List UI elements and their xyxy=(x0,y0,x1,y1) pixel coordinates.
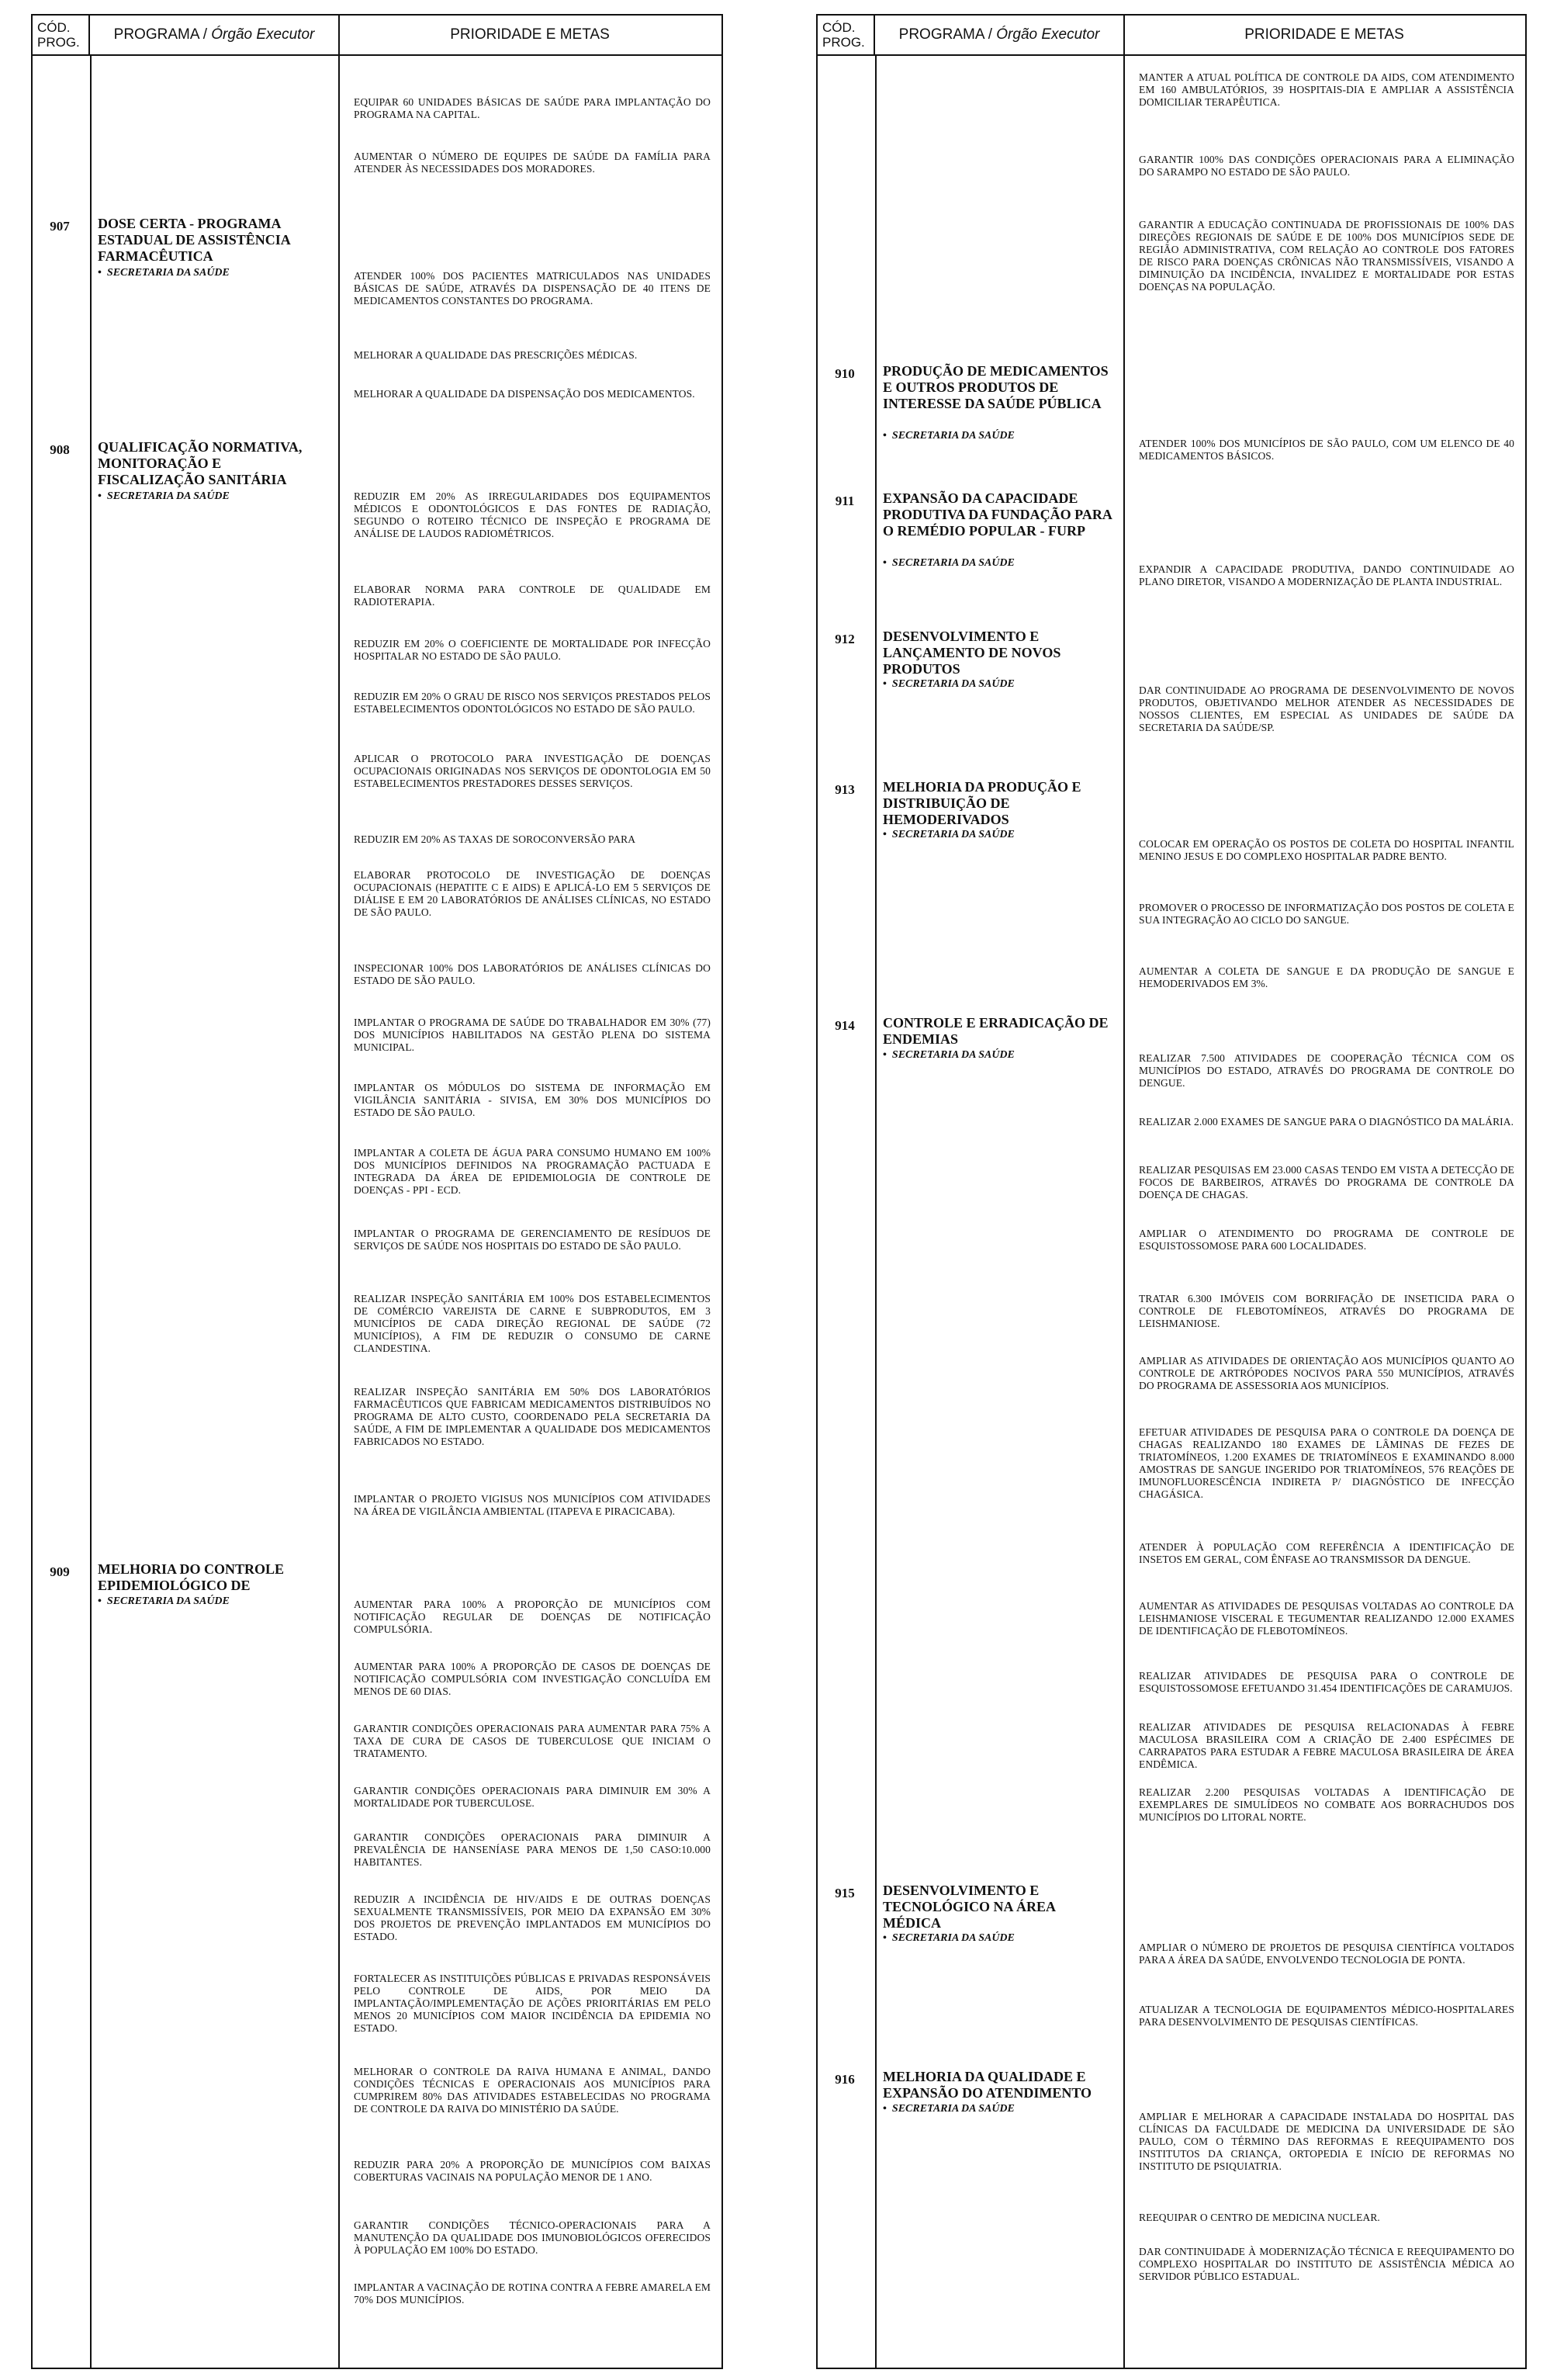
program-name: CONTROLE E ERRADICAÇÃO DE ENDEMIAS xyxy=(883,1015,1109,1047)
goal-text: IMPLANTAR O PROGRAMA DE SAÚDE DO TRABALHADOR EM 30% (77) DOS MUNICÍPIOS HABILITADOS NA GESTÃO PLENA DO SISTEMA MUNICIPAL. xyxy=(354,1017,711,1053)
goal-text: IMPLANTAR O PROJETO VIGISUS NOS MUNICÍPIOS COM ATIVIDADES NA ÁREA DE VIGILÂNCIA AMBIENTAL (ITAPEVA E PIRACICABA). xyxy=(354,1493,711,1517)
goal-text: GARANTIR A EDUCAÇÃO CONTINUADA DE PROFISSIONAIS DE 100% DAS DIREÇÕES REGIONAIS DE SAÚDE E DE 100% DOS MUNICÍPIOS SEDE DE REGIÃO ADMINISTRATIVA, COM RELAÇÃO AO CONTROLE DOS FATORES DE RISCO PARA DOENÇAS CRÔNICAS NÃO TRANSMISSÍVEIS, VISANDO A DIMINUIÇÃO DA INCIDÊNCIA, INVALIDEZ E MORTALIDADE POR ESTAS DOENÇAS NA POPULAÇÃO. xyxy=(1139,219,1514,293)
program-org: • SECRETARIA DA SAÚDE xyxy=(98,267,230,279)
program-name: MELHORIA DO CONTROLE EPIDEMIOLÓGICO DE xyxy=(98,1561,285,1593)
goal-text: AMPLIAR O ATENDIMENTO DO PROGRAMA DE CONTROLE DE ESQUISTOSSOMOSE PARA 600 LOCALIDADES. xyxy=(1139,1228,1514,1252)
goal-text: ATENDER À POPULAÇÃO COM REFERÊNCIA A IDENTIFICAÇÃO DE INSETOS EM GERAL, COM ÊNFASE AO TRANSMISSOR DA DENGUE. xyxy=(1139,1541,1514,1565)
program-code: 910 xyxy=(835,366,855,381)
goal-text: PROMOVER O PROCESSO DE INFORMATIZAÇÃO DOS POSTOS DE COLETA E SUA INTEGRAÇÃO AO CICLO DO SANGUE. xyxy=(1139,902,1514,926)
program-code: 916 xyxy=(835,2072,855,2087)
goal-text: EQUIPAR 60 UNIDADES BÁSICAS DE SAÚDE PARA IMPLANTAÇÃO DO PROGRAMA NA CAPITAL. xyxy=(354,96,711,120)
goal-text: GARANTIR CONDIÇÕES OPERACIONAIS PARA DIMINUIR EM 30% A MORTALIDADE POR TUBERCULOSE. xyxy=(354,1785,711,1809)
goal-text: DAR CONTINUIDADE AO PROGRAMA DE DESENVOLVIMENTO DE NOVOS PRODUTOS, OBJETIVANDO MELHOR ATENDER AS NECESSIDADES DE NOSSOS CLIENTES, EM ESPECIAL AS UNIDADES DE SAÚDE DA SECRETARIA DA SAÚDE/SP. xyxy=(1139,684,1514,733)
program-code: 913 xyxy=(835,782,855,797)
program-name: DOSE CERTA - PROGRAMA ESTADUAL DE ASSISTÊNCIA FARMACÊUTICA xyxy=(98,216,290,264)
program-org: • SECRETARIA DA SAÚDE xyxy=(98,1595,230,1607)
goal-text: REALIZAR 2.000 EXAMES DE SANGUE PARA O DIAGNÓSTICO DA MALÁRIA. xyxy=(1139,1116,1514,1128)
program-name: EXPANSÃO DA CAPACIDADE PRODUTIVA DA FUNDAÇÃO PARA O REMÉDIO POPULAR - FURP xyxy=(883,490,1112,539)
column-divider xyxy=(338,54,340,2368)
goal-text: IMPLANTAR OS MÓDULOS DO SISTEMA DE INFORMAÇÃO EM VIGILÂNCIA SANITÁRIA - SIVISA, EM 30% DOS MUNICÍPIOS DO ESTADO DE SÃO PAULO. xyxy=(354,1082,711,1118)
goal-text: APLICAR O PROTOCOLO PARA INVESTIGAÇÃO DE DOENÇAS OCUPACIONAIS ORIGINADAS NOS SERVIÇOS DE ODONTOLOGIA EM 50 ESTABELECIMENTOS PRESTADORES DESSES SERVIÇOS. xyxy=(354,753,711,789)
right-table xyxy=(816,14,1527,2369)
column-divider xyxy=(875,54,877,2368)
column-divider xyxy=(1123,54,1125,2368)
goal-text: REDUZIR EM 20% O GRAU DE RISCO NOS SERVIÇOS PRESTADOS PELOS ESTABELECIMENTOS ODONTOLÓGICOS NO ESTADO DE SÃO PAULO. xyxy=(354,691,711,715)
program-name: QUALIFICAÇÃO NORMATIVA, MONITORAÇÃO E FISCALIZAÇÃO SANITÁRIA xyxy=(98,439,303,487)
goal-text: GARANTIR CONDIÇÕES OPERACIONAIS PARA AUMENTAR PARA 75% A TAXA DE CURA DE CASOS DE TUBERCULOSE QUE INICIAM O TRATAMENTO. xyxy=(354,1723,711,1759)
goal-text: REALIZAR ATIVIDADES DE PESQUISA RELACIONADAS À FEBRE MACULOSA BRASILEIRA COM A CRIAÇÃO DE 2.400 ESPÉCIMES DE CARRAPATOS PARA ESTUDAR A FEBRE MACULOSA BRASILEIRA DE ÁREA ENDÊMICA. xyxy=(1139,1721,1514,1770)
program-code: 907 xyxy=(50,219,70,234)
goal-text: AUMENTAR O NÚMERO DE EQUIPES DE SAÚDE DA FAMÍLIA PARA ATENDER ÀS NECESSIDADES DOS MORADORES. xyxy=(354,151,711,175)
goal-text: ELABORAR NORMA PARA CONTROLE DE QUALIDADE EM RADIOTERAPIA. xyxy=(354,584,711,608)
goal-text: MANTER A ATUAL POLÍTICA DE CONTROLE DA AIDS, COM ATENDIMENTO EM 160 AMBULATÓRIOS, 39 HOSPITAIS-DIA E AMPLIAR A ASSISTÊNCIA DOMICILIAR TERAPÊUTICA. xyxy=(1139,71,1514,108)
program-org: • SECRETARIA DA SAÚDE xyxy=(883,1049,1015,1061)
goal-text: ATUALIZAR A TECNOLOGIA DE EQUIPAMENTOS MÉDICO-HOSPITALARES PARA DESENVOLVIMENTO DE PESQUISAS CIENTÍFICAS. xyxy=(1139,2004,1514,2028)
goal-text: REDUZIR EM 20% O COEFICIENTE DE MORTALIDADE POR INFECÇÃO HOSPITALAR NO ESTADO DE SÃO PAULO. xyxy=(354,638,711,662)
goal-text: IMPLANTAR A COLETA DE ÁGUA PARA CONSUMO HUMANO EM 100% DOS MUNICÍPIOS DEFINIDOS NA PROGRAMAÇÃO PACTUADA E INTEGRADA DA ÁREA DE EPIDEMIOLOGIA DE CONTROLE DE DOENÇAS - PPI - ECD. xyxy=(354,1147,711,1196)
program-org: • SECRETARIA DA SAÚDE xyxy=(883,1932,1015,1944)
goal-text: INSPECIONAR 100% DOS LABORATÓRIOS DE ANÁLISES CLÍNICAS DO ESTADO DE SÃO PAULO. xyxy=(354,962,711,986)
program-name: PRODUÇÃO DE MEDICAMENTOS E OUTROS PRODUTOS DE INTERESSE DA SAÚDE PÚBLICA xyxy=(883,363,1109,411)
cod-prog-header: CÓD. PROG. xyxy=(818,16,875,54)
goal-text: REALIZAR 7.500 ATIVIDADES DE COOPERAÇÃO TÉCNICA COM OS MUNICÍPIOS DO ESTADO, ATRAVÉS DO PROGRAMA DE CONTROLE DO DENGUE. xyxy=(1139,1052,1514,1089)
program-code: 911 xyxy=(835,494,855,508)
goal-text: DAR CONTINUIDADE À MODERNIZAÇÃO TÉCNICA E REEQUIPAMENTO DO COMPLEXO HOSPITALAR DO INSTITUTO DE ASSISTÊNCIA MÉDICA AO SERVIDOR PÚBLICO ESTADUAL. xyxy=(1139,2246,1514,2282)
programa-header: PROGRAMA / Órgão Executor xyxy=(90,16,340,54)
goal-text: AMPLIAR O NÚMERO DE PROJETOS DE PESQUISA CIENTÍFICA VOLTADOS PARA A ÁREA DA SAÚDE, ENVOLVENDO TECNOLOGIA DE PONTA. xyxy=(1139,1942,1514,1966)
goal-text: EFETUAR ATIVIDADES DE PESQUISA PARA O CONTROLE DA DOENÇA DE CHAGAS REALIZANDO 180 EXAMES DE LÂMINAS DE FEZES DE TRIATOMÍNEOS, 1.200 EXAMES DE TRIATOMÍNEOS E EXAMINANDO 8.000 AMOSTRAS DE SANGUE INGERIDO POR TRIATOMÍNEOS, 576 REAÇÕES DE IMUNOFLUORESCÊNCIA INDIRETA P/ DIAGNÓSTICO DE INFECÇÃO CHAGÁSICA. xyxy=(1139,1426,1514,1500)
program-name: DESENVOLVIMENTO E TECNOLÓGICO NA ÁREA MÉDICA xyxy=(883,1883,1056,1931)
goal-text: GARANTIR 100% DAS CONDIÇÕES OPERACIONAIS PARA A ELIMINAÇÃO DO SARAMPO NO ESTADO DE SÃO PAULO. xyxy=(1139,154,1514,178)
goal-text: REDUZIR EM 20% AS IRREGULARIDADES DOS EQUIPAMENTOS MÉDICOS E ODONTOLÓGICOS E DAS FONTES DE RADIAÇÃO, SEGUNDO O ROTEIRO TÉCNICO DE INSPEÇÃO E PROGRAMA DE ANÁLISE DE LAUDOS RADIOMÉTRICOS. xyxy=(354,490,711,539)
goal-text: REALIZAR INSPEÇÃO SANITÁRIA EM 100% DOS ESTABELECIMENTOS DE COMÉRCIO VAREJISTA DE CARNE E SUBPRODUTOS, EM 3 MUNICÍPIOS DE CADA DIREÇÃO REGIONAL DE SAÚDE (72 MUNICÍPIOS), A FIM DE REDUZIR O CONSUMO DE CARNE CLANDESTINA. xyxy=(354,1293,711,1354)
goal-text: GARANTIR CONDIÇÕES TÉCNICO-OPERACIONAIS PARA A MANUTENÇÃO DA QUALIDADE DOS IMUNOBIOLÓGICOS OFERECIDOS À POPULAÇÃO EM 100% DO ESTADO. xyxy=(354,2219,711,2256)
program-org: • SECRETARIA DA SAÚDE xyxy=(883,829,1015,840)
goal-text: AMPLIAR AS ATIVIDADES DE ORIENTAÇÃO AOS MUNICÍPIOS QUANTO AO CONTROLE DE ARTRÓPODES NOCIVOS PARA 550 MUNICÍPIOS, ATRAVÉS DO PROGRAMA DE ASSESSORIA AOS MUNICÍPIOS. xyxy=(1139,1355,1514,1391)
goal-text: IMPLANTAR O PROGRAMA DE GERENCIAMENTO DE RESÍDUOS DE SERVIÇOS DE SAÚDE NOS HOSPITAIS DO ESTADO DE SÃO PAULO. xyxy=(354,1228,711,1252)
program-code: 912 xyxy=(835,632,855,646)
goal-text: AMPLIAR E MELHORAR A CAPACIDADE INSTALADA DO HOSPITAL DAS CLÍNICAS DA FACULDADE DE MEDICINA DA UNIVERSIDADE DE SÃO PAULO, COM O TÉRMINO DAS REFORMAS E REEQUIPAMENTO DOS INSTITUTOS DA CRIANÇA, ORTOPEDIA E INÍCIO DE REFORMAS NO INSTITUTO DE PSIQUIATRIA. xyxy=(1139,2111,1514,2172)
program-org: • SECRETARIA DA SAÚDE xyxy=(883,557,1015,569)
goal-text: EXPANDIR A CAPACIDADE PRODUTIVA, DANDO CONTINUIDADE AO PLANO DIRETOR, VISANDO A MODERNIZAÇÃO DE PLANTA INDUSTRIAL. xyxy=(1139,563,1514,587)
goal-text: FORTALECER AS INSTITUIÇÕES PÚBLICAS E PRIVADAS RESPONSÁVEIS PELO CONTROLE DE AIDS, POR MEIO DA IMPLANTAÇÃO/IMPLEMENTAÇÃO DE AÇÕES PRIORITÁRIAS EM PELO MENOS 20 MUNICÍPIOS COM MAIOR INCIDÊNCIA DA EPIDEMIA NO ESTADO. xyxy=(354,1973,711,2034)
goal-text: REALIZAR PESQUISAS EM 23.000 CASAS TENDO EM VISTA A DETECÇÃO DE FOCOS DE BARBEIROS, ATRAVÉS DO PROGRAMA DE CONTROLE DA DOENÇA DE CHAGAS. xyxy=(1139,1164,1514,1200)
table-header xyxy=(818,16,1525,56)
goal-text: REDUZIR A INCIDÊNCIA DE HIV/AIDS E DE OUTRAS DOENÇAS SEXUALMENTE TRANSMISSÍVEIS, POR MEIO DA EXPANSÃO EM 30% DOS PROJETOS DE PREVENÇÃO IMPLANTADOS EM MUNICÍPIOS DO ESTADO. xyxy=(354,1893,711,1942)
left-table xyxy=(31,14,723,2369)
goal-text: MELHORAR A QUALIDADE DA DISPENSAÇÃO DOS MEDICAMENTOS. xyxy=(354,388,695,400)
goal-text: ATENDER 100% DOS PACIENTES MATRICULADOS NAS UNIDADES BÁSICAS DE SAÚDE, ATRAVÉS DA DISPENSAÇÃO DE 40 ITENS DE MEDICAMENTOS CONSTANTES DO PROGRAMA. xyxy=(354,270,711,307)
goal-text: REDUZIR PARA 20% A PROPORÇÃO DE MUNICÍPIOS COM BAIXAS COBERTURAS VACINAIS NA POPULAÇÃO MENOR DE 1 ANO. xyxy=(354,2159,711,2183)
prioridade-header: PRIORIDADE E METAS xyxy=(1244,26,1404,43)
goal-text: MELHORAR A QUALIDADE DAS PRESCRIÇÕES MÉDICAS. xyxy=(354,349,638,361)
goal-text: ATENDER 100% DOS MUNICÍPIOS DE SÃO PAULO, COM UM ELENCO DE 40 MEDICAMENTOS BÁSICOS. xyxy=(1139,438,1514,462)
goal-text: IMPLANTAR A VACINAÇÃO DE ROTINA CONTRA A FEBRE AMARELA EM 70% DOS MUNICÍPIOS. xyxy=(354,2281,711,2306)
goal-text: REDUZIR EM 20% AS TAXAS DE SOROCONVERSÃO PARA xyxy=(354,833,636,845)
goal-text: AUMENTAR PARA 100% A PROPORÇÃO DE CASOS DE DOENÇAS DE NOTIFICAÇÃO COMPULSÓRIA COM INVESTIGAÇÃO CONCLUÍDA EM MENOS DE 60 DIAS. xyxy=(354,1661,711,1697)
goal-text: AUMENTAR AS ATIVIDADES DE PESQUISAS VOLTADAS AO CONTROLE DA LEISHMANIOSE VISCERAL E TEGUMENTAR REALIZANDO 12.000 EXAMES DE IDENTIFICAÇÃO DE FLEBOTOMÍNEOS. xyxy=(1139,1600,1514,1637)
goal-text: TRATAR 6.300 IMÓVEIS COM BORRIFAÇÃO DE INSETICIDA PARA O CONTROLE DE FLEBOTOMÍNEOS, ATRAVÉS DO PROGRAMA DE LEISHMANIOSE. xyxy=(1139,1293,1514,1329)
goal-text: AUMENTAR A COLETA DE SANGUE E DA PRODUÇÃO DE SANGUE E HEMODERIVADOS EM 3%. xyxy=(1139,965,1514,989)
prioridade-header: PRIORIDADE E METAS xyxy=(450,26,610,43)
programa-header: PROGRAMA / Órgão Executor xyxy=(875,16,1125,54)
table-header xyxy=(33,16,721,56)
program-code: 909 xyxy=(50,1564,70,1579)
program-code: 914 xyxy=(835,1018,855,1033)
goal-text: AUMENTAR PARA 100% A PROPORÇÃO DE MUNICÍPIOS COM NOTIFICAÇÃO REGULAR DE DOENÇAS DE NOTIFICAÇÃO COMPULSÓRIA. xyxy=(354,1599,711,1635)
program-code: 915 xyxy=(835,1886,855,1900)
goal-text: REALIZAR ATIVIDADES DE PESQUISA PARA O CONTROLE DE ESQUISTOSSOMOSE EFETUANDO 31.454 IDENTIFICAÇÕES DE CARAMUJOS. xyxy=(1139,1670,1514,1694)
program-org: • SECRETARIA DA SAÚDE xyxy=(883,678,1015,690)
program-org: • SECRETARIA DA SAÚDE xyxy=(98,490,230,502)
goal-text: REALIZAR 2.200 PESQUISAS VOLTADAS A IDENTIFICAÇÃO DE EXEMPLARES DE SIMULÍDEOS NO COMBATE AOS BORRACHUDOS DOS MUNICÍPIOS DO LITORAL NORTE. xyxy=(1139,1786,1514,1823)
program-code: 908 xyxy=(50,442,70,457)
program-name: MELHORIA DA PRODUÇÃO E DISTRIBUIÇÃO DE HEMODERIVADOS xyxy=(883,779,1081,827)
cod-prog-header: CÓD. PROG. xyxy=(33,16,90,54)
goal-text: REALIZAR INSPEÇÃO SANITÁRIA EM 50% DOS LABORATÓRIOS FARMACÊUTICOS QUE FABRICAM MEDICAMENTOS DISTRIBUÍDOS NO PROGRAMA DE ALTO CUSTO, COORDENADO PELA SECRETARIA DA SAÚDE, A FIM DE IMPLEMENTAR A QUALIDADE DOS MEDICAMENTOS FABRICADOS NO ESTADO. xyxy=(354,1386,711,1447)
program-org: • SECRETARIA DA SAÚDE xyxy=(883,2103,1015,2115)
program-name: DESENVOLVIMENTO E LANÇAMENTO DE NOVOS PRODUTOS xyxy=(883,629,1061,677)
goal-text: REEQUIPAR O CENTRO DE MEDICINA NUCLEAR. xyxy=(1139,2212,1380,2223)
program-org: • SECRETARIA DA SAÚDE xyxy=(883,430,1015,442)
program-name: MELHORIA DA QUALIDADE E EXPANSÃO DO ATENDIMENTO xyxy=(883,2069,1092,2101)
column-divider xyxy=(90,54,92,2368)
goal-text: MELHORAR O CONTROLE DA RAIVA HUMANA E ANIMAL, DANDO CONDIÇÕES TÉCNICAS E OPERACIONAIS AOS MUNICÍPIOS PARA CUMPRIREM 80% DAS ATIVIDADES ESTABELECIDAS NO PROGRAMA DE CONTROLE DA RAIVA DO MINISTÉRIO DA SAÚDE. xyxy=(354,2066,711,2115)
goal-text: GARANTIR CONDIÇÕES OPERACIONAIS PARA DIMINUIR A PREVALÊNCIA DE HANSENÍASE PARA MENOS DE 1,50 CASO:10.000 HABITANTES. xyxy=(354,1831,711,1868)
goal-text: ELABORAR PROTOCOLO DE INVESTIGAÇÃO DE DOENÇAS OCUPACIONAIS (HEPATITE C E AIDS) E APLICÁ-LO EM 5 SERVIÇOS DE DIÁLISE E EM 20 LABORATÓRIOS DE ANÁLISES CLÍNICAS, NO ESTADO DE SÃO PAULO. xyxy=(354,869,711,918)
goal-text: COLOCAR EM OPERAÇÃO OS POSTOS DE COLETA DO HOSPITAL INFANTIL MENINO JESUS E DO COMPLEXO HOSPITALAR PADRE BENTO. xyxy=(1139,838,1514,862)
